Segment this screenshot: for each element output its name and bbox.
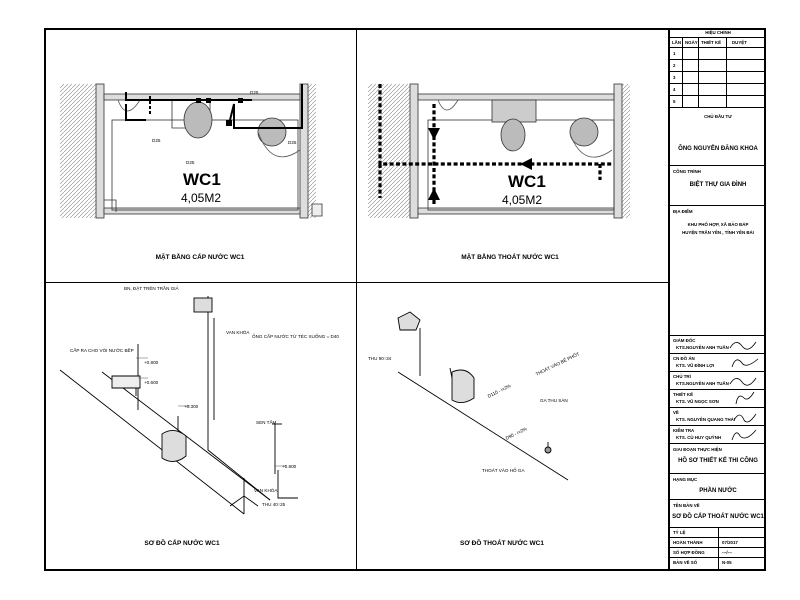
project-name: BIỆT THỰ GIA ĐÌNH <box>689 182 747 188</box>
pipe-slope-note: D90 - i=2% <box>504 426 528 441</box>
supply-plan-pipe-label: D25 <box>250 90 259 95</box>
room-area: 4,05M2 <box>181 191 222 205</box>
signature <box>670 426 766 444</box>
elevation-note: +0.800 <box>144 360 159 365</box>
revision-row: 4 <box>673 87 676 92</box>
callout-note: ỐNG CẤP NƯỚC TỪ TÉC XUỐNG = D40 <box>252 334 339 339</box>
staff-role: KIỂM TRA <box>673 428 695 433</box>
sheet-label: BẢN VẼ SỐ <box>673 560 698 565</box>
location-line: HUYỆN TRẤN YÊN , TỈNH YÊN BÁI <box>682 230 754 235</box>
pipe-slope-note: D110 - i=2% <box>486 383 512 399</box>
staff-row <box>670 390 766 408</box>
signature <box>670 408 766 426</box>
revision-row: 5 <box>673 99 676 104</box>
staff-role: THIẾT KẾ <box>673 392 694 397</box>
revision-col: NGÀY <box>685 40 698 45</box>
revision-header: HIỆU CHỈNH <box>705 30 731 35</box>
item-label: HẠNG MỤC <box>673 477 698 482</box>
phase-label: GIAI ĐOẠN THỰC HIỆN <box>673 447 722 452</box>
callout-note: CẤP RA CHO VÒI NƯỚC BẾP <box>70 348 134 353</box>
callout-note: BN, ĐẶT TRÊN TRẦN GIẢ <box>124 286 179 291</box>
signature <box>670 372 766 390</box>
revision-row: 1 <box>673 51 676 56</box>
elevation-note: +0.600 <box>144 380 159 385</box>
supply-plan-pipe-label: D25 <box>288 140 297 145</box>
staff-role: CN ĐỒ ÁN <box>673 356 695 361</box>
drain-plan-drawing <box>368 84 630 218</box>
table-divider <box>682 38 683 108</box>
drawing-title: SƠ ĐỒ THOÁT NƯỚC WC1 <box>459 540 544 547</box>
revision-col-row <box>670 38 766 48</box>
staff-name: KTS. VŨ ĐÌNH LỢI <box>676 363 715 368</box>
table-divider <box>698 38 699 108</box>
supply-diagram-drawing <box>60 296 298 514</box>
location-line: KHU PHỐ HỢP, XÃ BẢO ĐÁP <box>687 222 749 227</box>
staff-name: KTS.NGUYỄN ANH TUẤN <box>676 345 729 350</box>
staff-role: VẼ <box>673 410 679 415</box>
revision-row: 3 <box>673 75 676 80</box>
staff-row <box>670 372 766 390</box>
elevation-note: +0.800 <box>282 464 297 469</box>
supply-diagram-dims <box>136 358 286 466</box>
title-block <box>668 28 766 571</box>
elevation-note: +0.300 <box>184 404 199 409</box>
callout-note: THU 40↑25 <box>262 502 286 507</box>
supply-plan-pipe-label: D25 <box>186 160 195 165</box>
signature <box>670 336 766 354</box>
callout-note: GA THU SÀN <box>540 398 568 403</box>
callout-note: SEN TẮM <box>256 420 277 425</box>
location-label: ĐỊA ĐIỂM <box>673 209 693 214</box>
callout-note: THU 90↑34 <box>368 356 392 361</box>
callout-note: VAN KHÓA <box>226 330 250 335</box>
room-name: WC1 <box>183 170 221 189</box>
drawing-name-label: TÊN BẢN VẼ <box>673 503 700 508</box>
staff-row <box>670 354 766 372</box>
staff-name: KTS. CÙ HUY QUỲNH <box>676 435 722 440</box>
contract-value: ---/--- <box>722 550 732 555</box>
revision-col: DUYỆT <box>732 40 747 45</box>
staff-name: KTS. NGUYỄN QUANG THÁI <box>676 417 736 422</box>
room-area: 4,05M2 <box>502 193 543 207</box>
staff-role: CHỦ TRÌ <box>673 374 691 379</box>
scale-label: TỶ LỆ <box>673 530 686 535</box>
revision-row: 2 <box>673 63 676 68</box>
drain-diagram-drawing <box>398 312 568 480</box>
owner-name: ÔNG NGUYỄN ĐĂNG KHOA <box>678 146 758 152</box>
revision-col: LẦN <box>672 40 682 45</box>
drawing-title: MẶT BẰNG THOÁT NƯỚC WC1 <box>461 254 559 261</box>
signature <box>670 354 766 372</box>
staff-role: GIÁM ĐỐC <box>673 338 696 343</box>
revision-col: THIẾT KẾ <box>701 40 722 45</box>
project-label: CÔNG TRÌNH <box>673 169 701 174</box>
owner-label: CHỦ ĐẦU TƯ <box>704 114 732 119</box>
drawing-title: SƠ ĐỒ CẤP NƯỚC WC1 <box>144 540 220 547</box>
room-name: WC1 <box>508 172 546 191</box>
staff-name: KTS.NGUYỄN ANH TUẤN <box>676 381 729 386</box>
done-label: HOÀN THÀNH <box>673 540 703 545</box>
staff-row <box>670 408 766 426</box>
callout-note: VAN KHÓA <box>254 488 278 493</box>
staff-row <box>670 336 766 354</box>
done-value: 07/2017 <box>722 540 738 545</box>
supply-plan-pipe-label: D25 <box>152 138 161 143</box>
staff-row <box>670 426 766 444</box>
drawing-name: SƠ ĐỒ CẤP THOÁT NƯỚC WC1 <box>672 514 764 520</box>
staff-name: KTS. VŨ NGỌC SƠN <box>676 399 719 404</box>
callout-note: THOÁT VÀO HỐ GA <box>482 468 525 473</box>
phase-value: HỒ SƠ THIẾT KẾ THI CÔNG <box>678 458 758 464</box>
table-divider <box>726 38 727 108</box>
table-divider <box>718 528 719 569</box>
item-value: PHẦN NƯỚC <box>699 488 737 494</box>
signature <box>670 390 766 408</box>
drawing-title: MẶT BẰNG CẤP NƯỚC WC1 <box>155 254 245 261</box>
sheet-number: N-05 <box>722 560 732 565</box>
contract-label: SỐ HỢP ĐỒNG <box>673 550 705 555</box>
callout-note: THOÁT VÀO BỂ PHỐT <box>534 351 581 377</box>
